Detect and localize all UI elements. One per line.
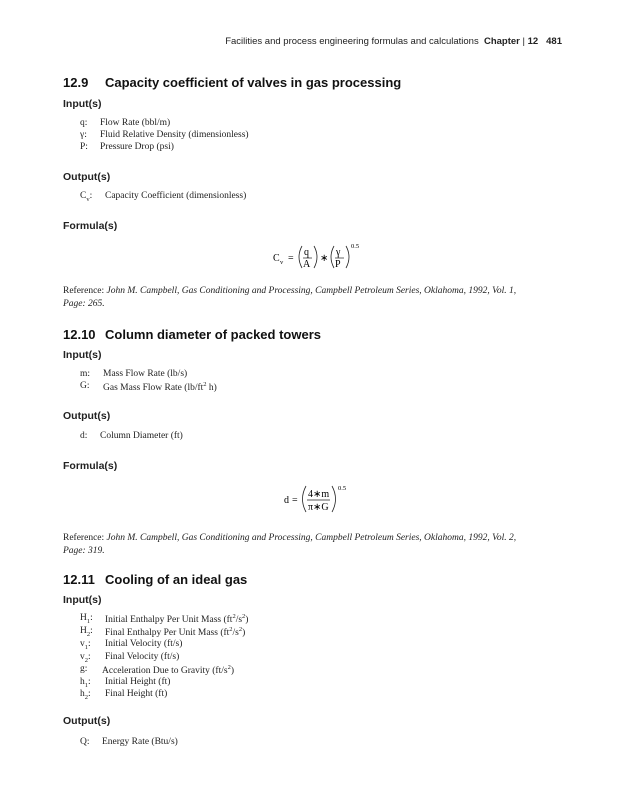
header-chapter-number: 12: [527, 36, 539, 47]
section-title-12-11: 12.11 Cooling of an ideal gas: [63, 572, 248, 587]
svg-text:=: =: [288, 253, 294, 264]
outputs-heading: Output(s): [63, 410, 111, 422]
svg-text:∗: ∗: [320, 253, 329, 264]
inputs-heading: Input(s): [63, 349, 102, 361]
header-chapter-label: Chapter: [483, 36, 520, 47]
header-title: Facilities and process engineering formulas and calculations: [225, 36, 479, 47]
svg-text:0.5: 0.5: [351, 243, 360, 250]
section-title-12-9: 12.9 Capacity coefficient of valves in gas processing: [63, 75, 402, 90]
outputs-heading: Output(s): [63, 715, 111, 727]
svg-text:γ: γ: [336, 247, 341, 258]
reference-12-9: Reference: John M. Campbell, Gas Conditioning and Processing, Campbell Petroleum Series, Oklahoma, 1992, Vol. 1, Page: 265.: [63, 286, 517, 309]
formula-lhs: C: [273, 253, 280, 264]
svg-text:A: A: [303, 259, 311, 270]
section-title-12-10: 12.10 Column diameter of packed towers: [63, 327, 321, 342]
svg-text:π∗G: π∗G: [308, 502, 329, 513]
svg-text:P: P: [335, 259, 341, 270]
svg-text:=: =: [292, 495, 298, 506]
formula-column-diameter: [282, 481, 352, 517]
formulas-heading: Formula(s): [63, 460, 118, 472]
svg-text:d: d: [284, 495, 289, 506]
outputs-heading: Output(s): [63, 171, 111, 183]
formula-capacity-coefficient: [268, 239, 368, 275]
svg-text:0.5: 0.5: [338, 485, 347, 492]
inputs-heading: Input(s): [63, 98, 102, 110]
inputs-heading: Input(s): [63, 594, 102, 606]
running-header: Facilities and process engineering formulas and calculations Chapter | 12 481: [225, 36, 562, 47]
svg-text:q: q: [304, 247, 309, 258]
svg-text:4∗m: 4∗m: [308, 489, 330, 500]
book-page: Facilities and process engineering formulas and calculations Chapter | 12 481 12.9 Capacity coefficient of valves in gas processing Input(s) q: Flow Rate (bbl/m) γ: Fluid Relative Density (dimensionless) P: Pressure Drop (psi) Output(s) $C_v$: Capacity Coefficient (dimensionless) Formula(s) C v = q A ∗ γ P 0.5 Reference: John M. Campbell, Gas Conditioning and Processing, Campbell Petroleum Series, Oklahoma, 1992, Vol. 1, Page: 265. 12.10 Column diameter of packed towers Input(s) m: Mass Flow Rate (lb/s) G: Gas Mass Flow Rate ($lb/ft^2$ h) Output(s) d: Column Diameter (ft) Formula(s) d = 4∗m π∗G 0.5 Reference: John M. Campbell, Gas Conditioning and Processing, Campbell Petroleum Series, Oklahoma, 1992, Vol. 2, Page: 319. 12.11 Cooling of an ideal gas Input(s) $H_1$: Initial Enthalpy Per Unit Mass $(ft^2/s^2)$ $H_2$: Final Enthalpy Per Unit Mass $(ft^2/s^2)$ $v_1$: Initial Velocity (ft/s) $v_2$: Final Velocity (ft/s) g: Acceleration Due to Gravity $(ft/s^2)$ $h_1$: Initial Height (ft) $h_2$: Final Height (ft) Output(s) Q: Energy Rate (Btu/s): [63, 36, 562, 747]
formula-lhs-sub: v: [280, 259, 284, 266]
formulas-heading: Formula(s): [63, 220, 118, 232]
reference-12-10: Reference: John M. Campbell, Gas Conditioning and Processing, Campbell Petroleum Series, Oklahoma, 1992, Vol. 2, Page: 319.: [63, 533, 517, 556]
header-page-number: 481: [546, 36, 562, 47]
